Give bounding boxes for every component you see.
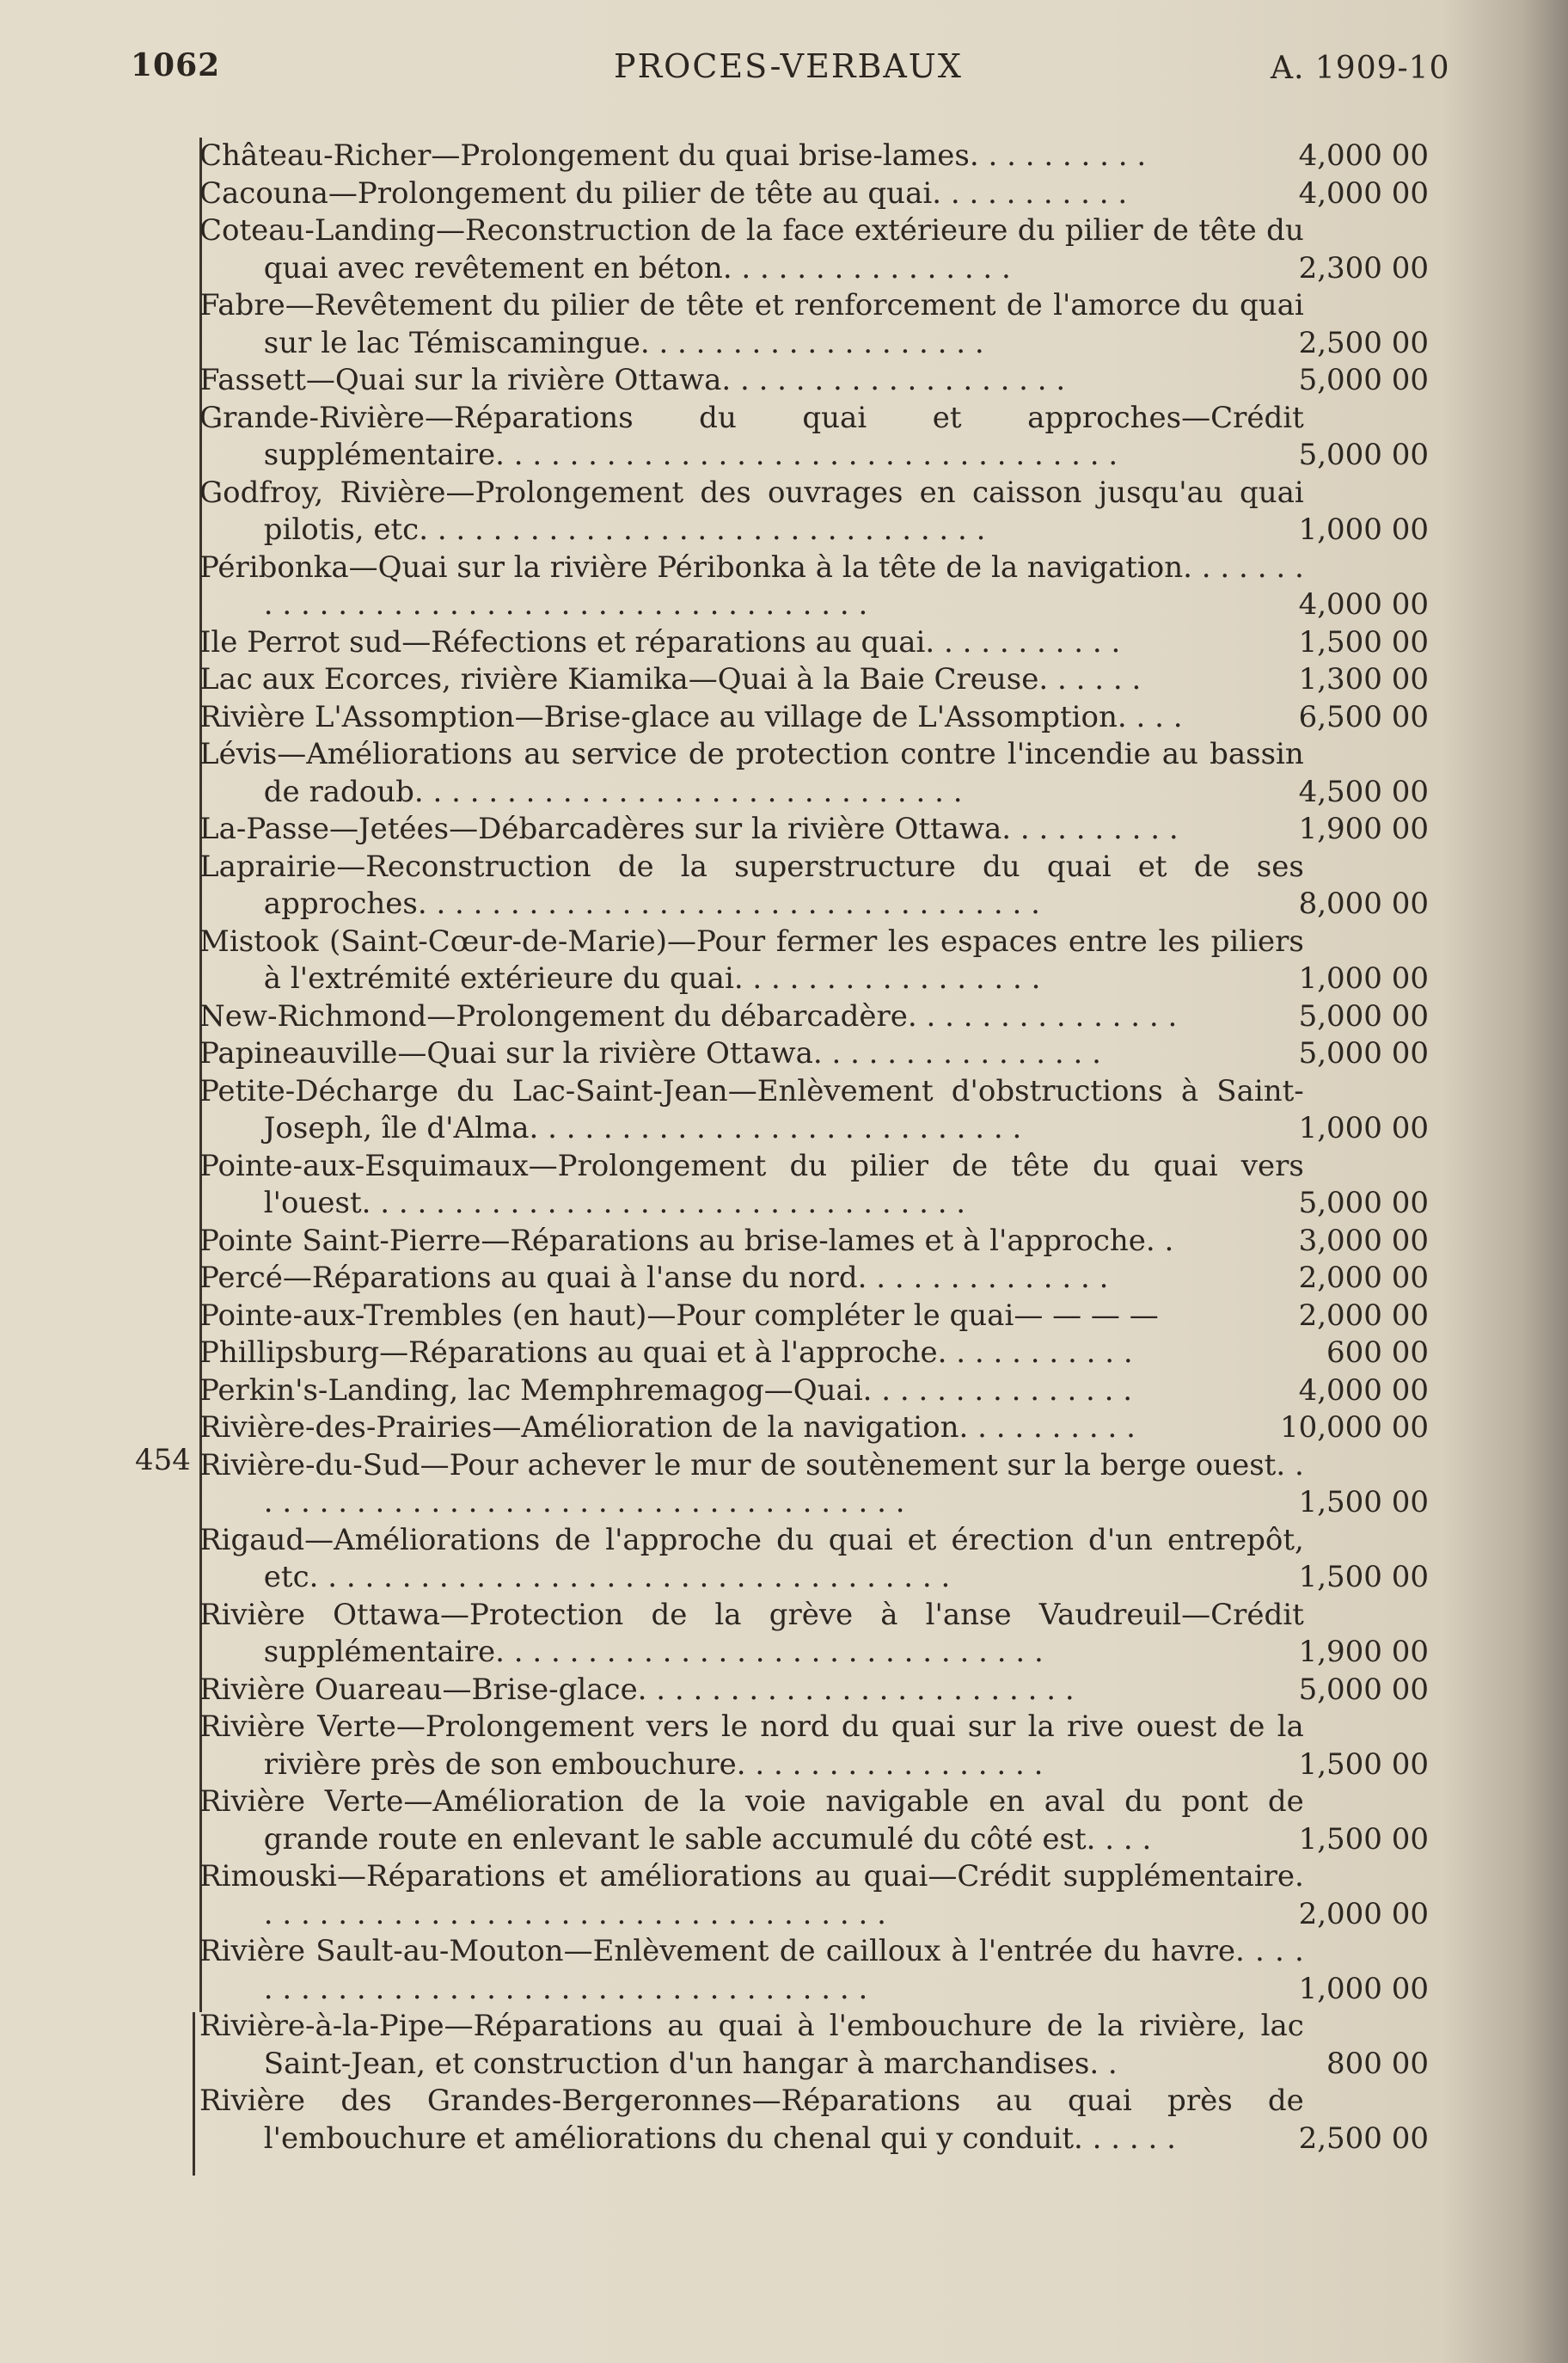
item-description: Laprairie—Reconstruction de la superstructure du quai et de ses approches. . . . . . . . . . . . . . . . . . . . . . . . . . . . . . . . . .	[199, 849, 1304, 921]
item-amount: 1,000 00	[1298, 961, 1429, 996]
item-amount: 1,000 00	[1298, 512, 1429, 547]
list-item	[199, 736, 1429, 811]
list-item	[199, 998, 1429, 1036]
item-amount: 1,500 00	[1298, 1485, 1429, 1519]
item-amount: 4,000 00	[1298, 587, 1429, 622]
list-item	[199, 2083, 1429, 2157]
list-item	[199, 175, 1429, 213]
item-description: Pointe-aux-Esquimaux—Prolongement du pilier de tête du quai vers l'ouest. . . . . . . . . . . . . . . . . . . . . . . . . . . . . . . . .	[199, 1148, 1304, 1220]
list-item	[199, 1148, 1429, 1223]
item-amount: 2,500 00	[1298, 325, 1429, 360]
item-description: Lévis—Améliorations au service de protection contre l'incendie au bassin de radoub. . . . . . . . . . . . . . . . . . . . . . . . . . . . . .	[199, 737, 1304, 809]
item-amount: 4,000 00	[1298, 1372, 1429, 1408]
list-item	[199, 1298, 1429, 1335]
list-item	[199, 1223, 1429, 1261]
item-amount: 1,000 00	[1298, 1111, 1429, 1145]
item-description: Perkin's-Landing, lac Memphremagog—Quai. . . . . . . . . . . . . . .	[199, 1372, 1133, 1408]
item-description: Coteau-Landing—Reconstruction de la face extérieure du pilier de tête du quai avec revêtement en béton. . . . . . . . . . . . . . . .	[199, 213, 1304, 285]
item-description: Mistook (Saint-Cœur-de-Marie)—Pour fermer les espaces entre les piliers à l'extrémité extérieure du quai. . . . . . . . . . . . . . . . .	[199, 924, 1304, 996]
item-amount: 3,000 00	[1298, 1223, 1429, 1258]
item-amount: 1,900 00	[1298, 1635, 1429, 1669]
item-description: Petite-Décharge du Lac-Saint-Jean—Enlèvement d'obstructions à Saint-Joseph, île d'Alma. . . . . . . . . . . . . . . . . . . . . . . . . . .	[199, 1073, 1304, 1145]
list-item	[199, 624, 1429, 662]
list-item	[199, 1335, 1429, 1372]
item-amount: 1,500 00	[1298, 624, 1429, 660]
page-number: 1062	[131, 47, 221, 83]
list-item	[199, 661, 1429, 699]
marginal-note: 454	[135, 1443, 191, 1477]
running-title: PROCES-VERBAUX	[614, 47, 963, 85]
list-item	[199, 1447, 1429, 1522]
list-item	[199, 400, 1429, 475]
item-amount: 1,500 00	[1298, 1821, 1429, 1857]
list-item	[199, 1372, 1429, 1410]
list-item	[199, 1597, 1429, 1672]
list-item	[199, 1073, 1429, 1148]
item-description: Ile Perrot sud—Réfections et réparations au quai. . . . . . . . . . .	[199, 624, 1121, 660]
item-description: Fabre—Revêtement du pilier de tête et renforcement de l'amorce du quai sur le lac Témiscamingue. . . . . . . . . . . . . . . . . . .	[199, 288, 1304, 360]
item-amount: 5,000 00	[1298, 998, 1429, 1034]
item-amount: 5,000 00	[1298, 1036, 1429, 1071]
item-amount: 4,000 00	[1298, 175, 1429, 211]
item-description: Pointe-aux-Trembles (en haut)—Pour compléter le quai— — — —	[199, 1298, 1159, 1333]
item-description: Rivière-des-Prairies—Amélioration de la navigation. . . . . . . . . .	[199, 1410, 1136, 1445]
session-reference: A. 1909-10	[1271, 51, 1450, 86]
item-amount: 4,500 00	[1298, 774, 1429, 809]
item-description: Rivière Ouareau—Brise-glace. . . . . . . . . . . . . . . . . . . . . . . .	[199, 1672, 1075, 1707]
item-amount: 6,500 00	[1298, 699, 1429, 734]
item-amount: 2,500 00	[1298, 2121, 1429, 2156]
item-amount: 2,000 00	[1298, 1298, 1429, 1333]
list-item	[199, 1035, 1429, 1073]
item-description: Pointe Saint-Pierre—Réparations au brise-lames et à l'approche. .	[199, 1223, 1174, 1258]
list-item	[199, 1522, 1429, 1597]
item-amount: 1,900 00	[1298, 812, 1429, 846]
item-description: Rimouski—Réparations et améliorations au quai—Crédit supplémentaire. . . . . . . . . . . . . . . . . . . . . . . . . . . . . . . . . . .	[199, 1859, 1304, 1931]
item-description: Rivière-à-la-Pipe—Réparations au quai à l'embouchure de la rivière, lac Saint-Jean, et construction d'un hangar à marchandises. .	[199, 2009, 1304, 2081]
item-description: Rivière Verte—Amélioration de la voie navigable en aval du pont de grande route en enlevant le sable accumulé du côté est. . . .	[199, 1784, 1304, 1857]
list-item	[199, 1409, 1429, 1447]
page-header	[0, 47, 1568, 99]
item-amount: 1,000 00	[1298, 1971, 1429, 2006]
item-amount: 8,000 00	[1298, 887, 1429, 921]
list-item	[199, 849, 1429, 924]
list-item	[199, 212, 1429, 287]
item-description: Lac aux Ecorces, rivière Kiamika—Quai à la Baie Creuse. . . . . .	[199, 662, 1142, 697]
item-description: Rivière L'Assomption—Brise-glace au village de L'Assomption. . . .	[199, 699, 1183, 734]
item-description: Rivière Sault-au-Mouton—Enlèvement de cailloux à l'entrée du havre. . . . . . . . . . . . . . . . . . . . . . . . . . . . . . . . . . . . .	[199, 1934, 1304, 2006]
list-item	[199, 549, 1429, 624]
item-amount: 1,500 00	[1298, 1746, 1429, 1782]
list-item	[199, 1709, 1429, 1783]
item-description: Péribonka—Quai sur la rivière Péribonka à la tête de la navigation. . . . . . . . . . . . . . . . . . . . . . . . . . . . . . . . . . . . . . . .	[199, 549, 1304, 622]
list-item	[199, 362, 1429, 400]
appropriation-list	[199, 138, 1429, 2157]
item-amount: 5,000 00	[1298, 363, 1429, 397]
item-description: Rivière-du-Sud—Pour achever le mur de soutènement sur la berge ouest. . . . . . . . . . . . . . . . . . . . . . . . . . . . . . . . . . . . .	[199, 1447, 1304, 1519]
margin-brace-line	[193, 2012, 195, 2176]
list-item	[199, 1858, 1429, 1933]
item-description: Godfroy, Rivière—Prolongement des ouvrages en caisson jusqu'au quai pilotis, etc. . . . . . . . . . . . . . . . . . . . . . . . . . . . . . .	[199, 475, 1304, 547]
item-amount: 5,000 00	[1298, 438, 1429, 472]
item-amount: 5,000 00	[1298, 1672, 1429, 1707]
item-amount: 1,300 00	[1298, 662, 1429, 697]
item-description: La-Passe—Jetées—Débarcadères sur la rivière Ottawa. . . . . . . . . .	[199, 812, 1179, 846]
item-description: Rivière Ottawa—Protection de la grève à l'anse Vaudreuil—Crédit supplémentaire. . . . . . . . . . . . . . . . . . . . . . . . . . . . . .	[199, 1597, 1304, 1669]
list-item	[199, 475, 1429, 549]
list-item	[199, 924, 1429, 998]
item-description: Phillipsburg—Réparations au quai et à l'approche. . . . . . . . . . .	[199, 1335, 1133, 1370]
item-description: New-Richmond—Prolongement du débarcadère. . . . . . . . . . . . . . .	[199, 998, 1178, 1034]
item-description: Fassett—Quai sur la rivière Ottawa. . . . . . . . . . . . . . . . . . .	[199, 363, 1066, 397]
item-amount: 1,500 00	[1298, 1560, 1429, 1594]
item-description: Rivière Verte—Prolongement vers le nord du quai sur la rive ouest de la rivière près de son embouchure. . . . . . . . . . . . . . . . .	[199, 1709, 1304, 1782]
item-description: Cacouna—Prolongement du pilier de tête au quai. . . . . . . . . . .	[199, 175, 1128, 211]
item-description: Grande-Rivière—Réparations du quai et approches—Crédit supplémentaire. . . . . . . . . . . . . . . . . . . . . . . . . . . . . . . . . .	[199, 400, 1304, 472]
item-amount: 2,300 00	[1298, 250, 1429, 285]
item-amount: 10,000 00	[1279, 1410, 1429, 1445]
list-item	[199, 1783, 1429, 1858]
list-item	[199, 1672, 1429, 1709]
item-amount: 5,000 00	[1298, 1186, 1429, 1220]
item-description: Papineauville—Quai sur la rivière Ottawa. . . . . . . . . . . . . . . .	[199, 1036, 1101, 1071]
list-item	[199, 1933, 1429, 2008]
list-item	[199, 1260, 1429, 1298]
item-description: Percé—Réparations au quai à l'anse du nord. . . . . . . . . . . . . .	[199, 1261, 1109, 1295]
item-description: Rigaud—Améliorations de l'approche du quai et érection d'un entrepôt, etc. . . . . . . . . . . . . . . . . . . . . . . . . . . . . . . . . . .	[199, 1522, 1304, 1594]
list-item	[199, 287, 1429, 362]
item-description: Rivière des Grandes-Bergeronnes—Réparations au quai près de l'embouchure et améliorations du chenal qui y conduit. . . . . .	[199, 2084, 1304, 2156]
item-amount: 2,000 00	[1298, 1896, 1429, 1931]
item-description: Château-Richer—Prolongement du quai brise-lames. . . . . . . . . .	[199, 138, 1147, 173]
list-item	[199, 699, 1429, 737]
item-amount: 4,000 00	[1298, 138, 1429, 173]
item-amount: 600 00	[1326, 1335, 1429, 1370]
list-item	[199, 811, 1429, 849]
item-amount: 800 00	[1326, 2046, 1429, 2081]
list-item	[199, 138, 1429, 175]
item-amount: 2,000 00	[1298, 1261, 1429, 1295]
list-item	[199, 2008, 1429, 2083]
